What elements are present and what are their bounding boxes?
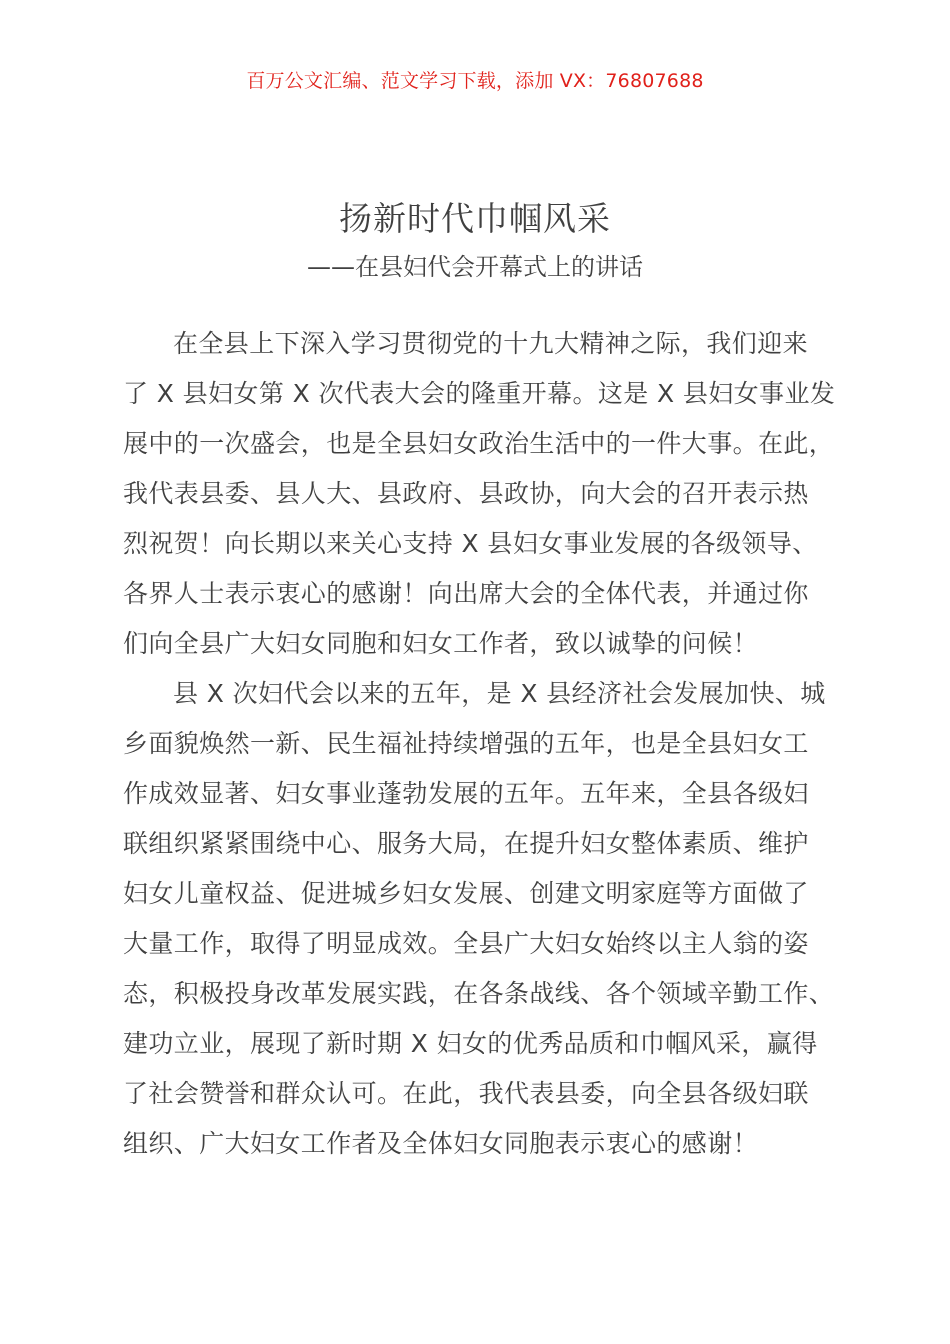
document-subtitle: ——在县妇代会开幕式上的讲话 <box>307 253 643 281</box>
paragraph-line: 态，积极投身改革发展实践，在各条战线、各个领域辛勤工作、 <box>123 979 835 1008</box>
paragraph-line: 各界人士表示衷心的感谢！向出席大会的全体代表，并通过你 <box>123 579 809 608</box>
paragraph-line: 乡面貌焕然一新、民生福祉持续增强的五年，也是全县妇女工 <box>123 729 809 758</box>
paragraph-line: 县 X 次妇代会以来的五年，是 X 县经济社会发展加快、城 <box>173 679 826 708</box>
paragraph-line: 了社会赞誉和群众认可。在此，我代表县委，向全县各级妇联 <box>123 1079 809 1108</box>
paragraph-line: 展中的一次盛会，也是全县妇女政治生活中的一件大事。在此， <box>123 429 835 458</box>
paragraph-line: 联组织紧紧围绕中心、服务大局，在提升妇女整体素质、维护 <box>123 829 809 858</box>
paragraph-line: 大量工作，取得了明显成效。全县广大妇女始终以主人翁的姿 <box>123 929 809 958</box>
paragraph-line: 建功立业，展现了新时期 X 妇女的优秀品质和巾帼风采，赢得 <box>123 1029 818 1058</box>
paragraph-line: 组织、广大妇女工作者及全体妇女同胞表示衷心的感谢！ <box>123 1129 759 1158</box>
paragraph-line: 妇女儿童权益、促进城乡妇女发展、创建文明家庭等方面做了 <box>123 879 809 908</box>
paragraph-line: 烈祝贺！向长期以来关心支持 X 县妇女事业发展的各级领导、 <box>123 529 818 558</box>
paragraph-line: 们向全县广大妇女同胞和妇女工作者，致以诚挚的问候！ <box>123 629 759 658</box>
header-note: 百万公文汇编、范文学习下载，添加 VX：76807688 <box>246 70 704 92</box>
paragraph-line: 作成效显著、妇女事业蓬勃发展的五年。五年来，全县各级妇 <box>123 779 809 808</box>
paragraph-line: 我代表县委、县人大、县政府、县政协，向大会的召开表示热 <box>123 479 809 508</box>
paragraph-line: 了 X 县妇女第 X 次代表大会的隆重开幕。这是 X 县妇女事业发 <box>123 379 836 408</box>
paragraph-line: 在全县上下深入学习贯彻党的十九大精神之际，我们迎来 <box>173 329 809 358</box>
paragraph-1 <box>123 322 835 672</box>
paragraph-2 <box>123 672 835 1172</box>
document-title: 扬新时代巾帼风采 <box>339 199 611 238</box>
document-body <box>123 322 835 1172</box>
